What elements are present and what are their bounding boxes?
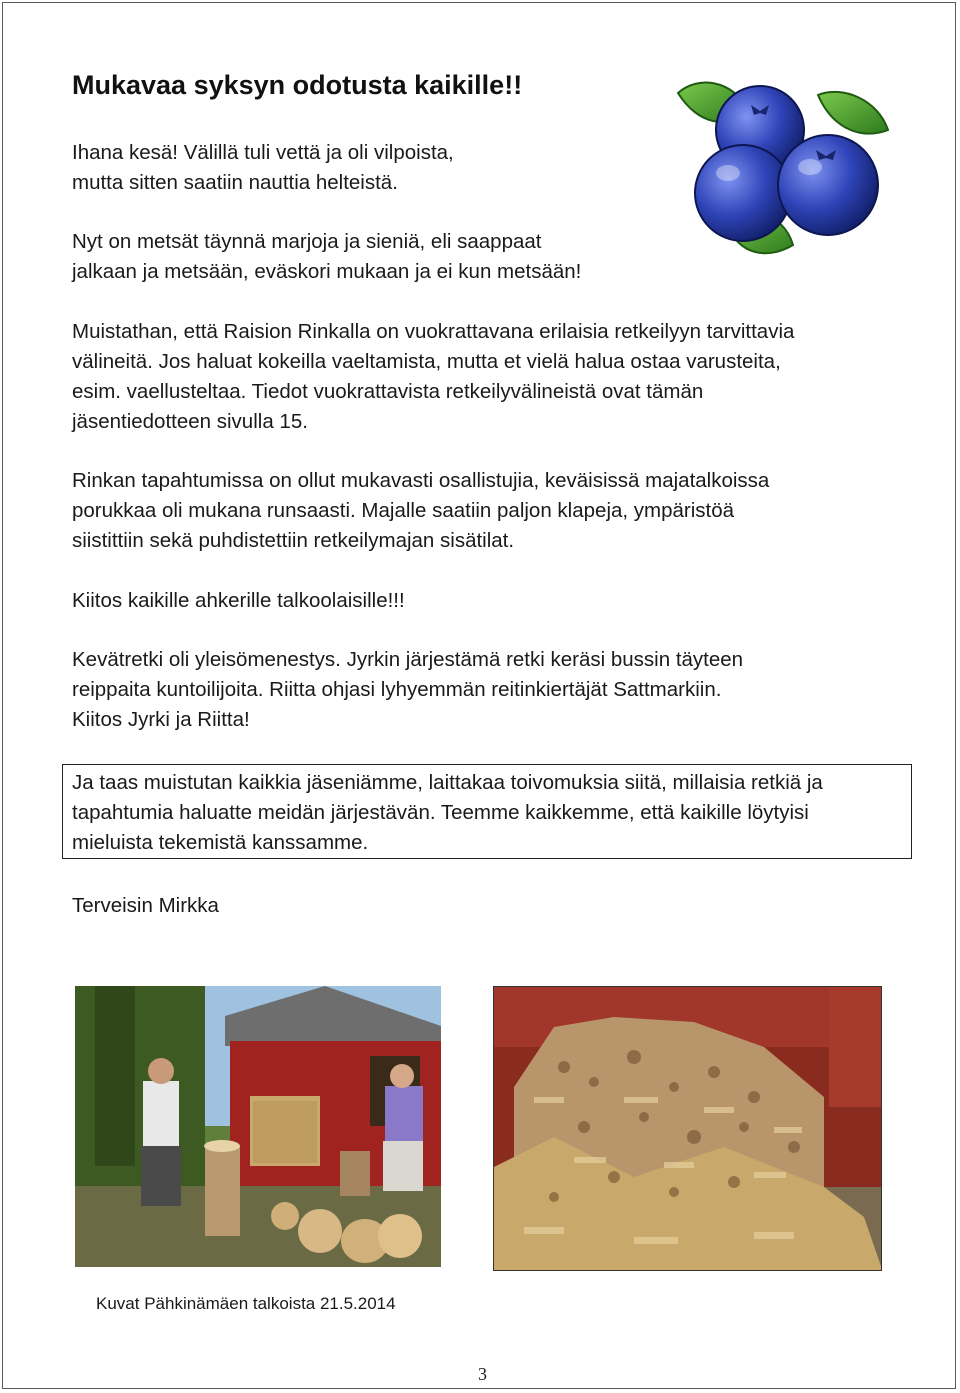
paragraph-rental-equipment: Muistathan, että Raision Rinkalla on vuokrattavana erilaisia retkeilyyn tarvittavia välineitä. Jos haluat kokeilla vaeltamista, mutta et vielä halua ostaa varusteita, esim. vaellusteltaa. Tiedot vuokrattavista retkeilyvälineistä ovat tämän jäsentiedotteen sivulla 15. (72, 320, 795, 433)
page-title: Mukavaa syksyn odotusta kaikille!! (72, 70, 523, 100)
paragraph-events: Rinkan tapahtumissa on ollut mukavasti osallistujia, keväisissä majatalkoissa porukkaa oli mukana runsaasti. Majalle saatiin paljon klapeja, ympäristöä siistittiin sekä puhdistettiin retkeilymajan sisätilat. (72, 469, 770, 552)
page-number: 3 (478, 1364, 487, 1384)
photo-caption: Kuvat Pähkinämäen talkoista 21.5.2014 (96, 1294, 396, 1313)
boxed-notice: Ja taas muistutan kaikkia jäseniämme, laittakaa toivomuksia siitä, millaisia retkiä ja tapahtumia haluatte meidän järjestävän. Teemme kaikkemme, että kaikille löytyisi mieluista tekemistä kanssamme. (62, 764, 912, 859)
paragraph-thanks-volunteers: Kiitos kaikille ahkerille talkoolaisille!!! (72, 589, 405, 612)
signature: Terveisin Mirkka (72, 894, 219, 917)
photo-woodpile (493, 986, 882, 1271)
paragraph-forest: Nyt on metsät täynnä marjoja ja sieniä, eli saappaat jalkaan ja metsään, eväskori mukaan ja ei kun metsään! (72, 230, 582, 283)
paragraph-spring-trip: Kevätretki oli yleisömenestys. Jyrkin järjestämä retki keräsi bussin täyteen reippaita kuntoilijoita. Riitta ohjasi lyhyemmän reitinkiertäjät Sattmarkiin. Kiitos Jyrki ja Riitta! (72, 648, 744, 731)
paragraph-summer: Ihana kesä! Välillä tuli vettä ja oli vilpoista, mutta sitten saatiin nauttia helteistä. (72, 141, 454, 194)
blueberries-illustration (668, 75, 898, 265)
photo-wood-chopping (75, 986, 441, 1267)
